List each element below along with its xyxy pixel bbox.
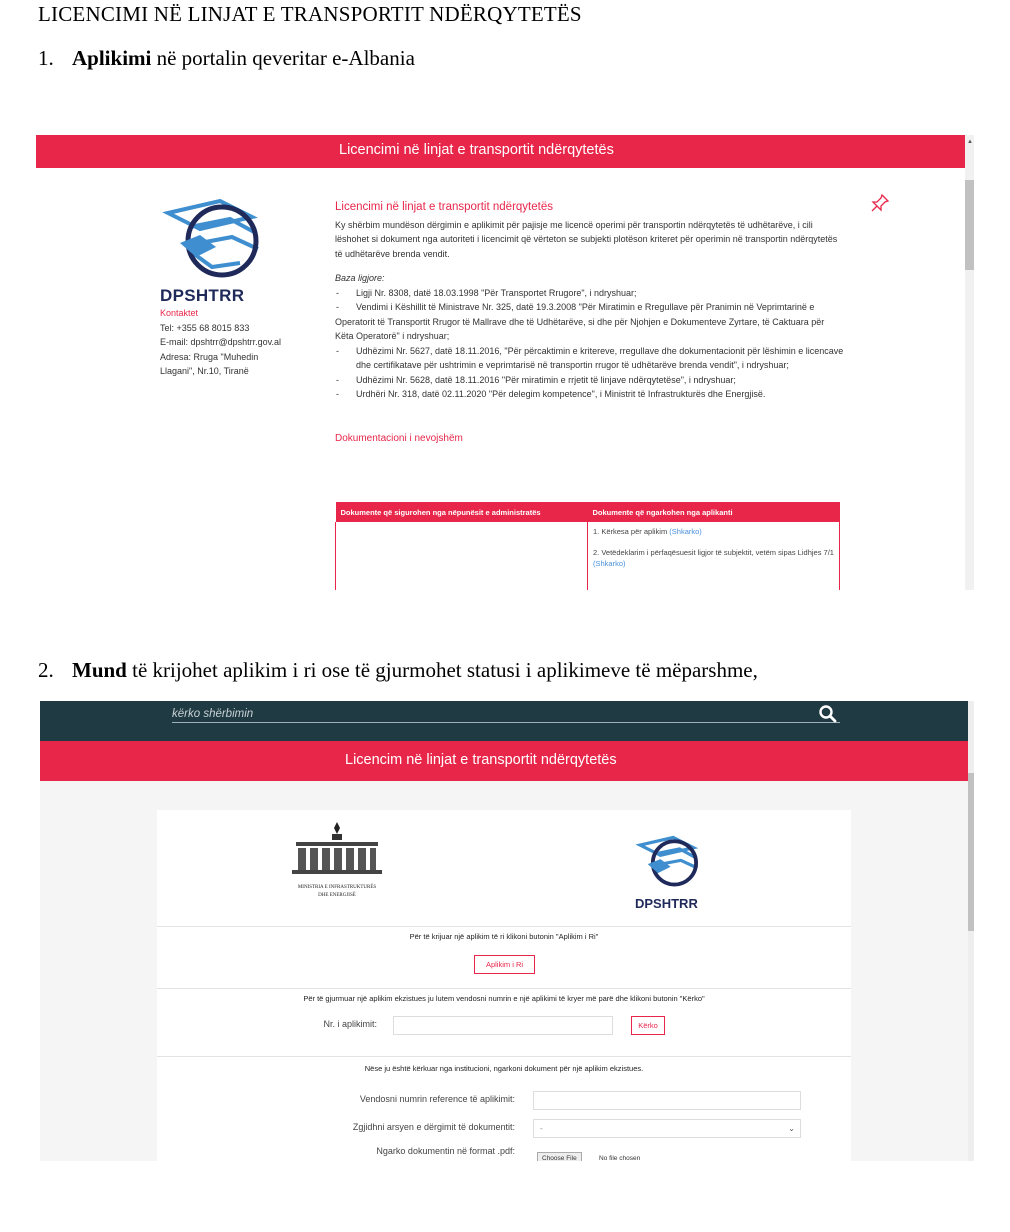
top-search-bar [40, 701, 968, 741]
service-banner [36, 135, 965, 168]
dpshtrr-logo [160, 193, 270, 283]
table-header-admin: Dokumente që sigurohen nga nëpunësit e administratës [336, 502, 588, 522]
legal-item: - Vendimi i Këshillit të Ministrave Nr. 325, datë 19.3.2008 "Për Miratimin e Rregullave për Pranimin në Veprimtarinë e Operatorit të Transportit Rrugor të Mallrave dhe të Udhëtarëve, si dhe për Njohjen e Dokumenteve Zyrtare, të Caktuara për Këta Operatorë" i ndryshuar; [335, 300, 845, 344]
contact-address-1: Adresa: Rruga "Muhedin [160, 351, 259, 362]
send-reason-selected: - [540, 1124, 543, 1133]
table-header-applicant: Dokumente që ngarkohen nga aplikanti [588, 502, 840, 522]
step-1-text: në portalin qeveritar e-Albania [151, 46, 415, 70]
ministry-name-line-2: DHE ENERGJISË [318, 893, 356, 898]
portal-screenshot-1 [36, 135, 974, 590]
divider [157, 988, 851, 989]
contact-address-2: Llagani", Nr.10, Tiranë [160, 366, 249, 376]
scrollbar[interactable] [968, 701, 974, 1161]
step-2-bold: Mund [72, 658, 127, 682]
upload-info: Nëse ju është kërkuar nga institucioni, ngarkoni dokument për një aplikim ekzistues. [364, 1064, 644, 1073]
legal-item: - Ligji Nr. 8308, datë 18.03.1998 "Për Transportet Rrugore", i ndryshuar; [335, 286, 845, 301]
search-icon[interactable] [818, 704, 838, 724]
step-2-text: të krijohet aplikim i ri ose të gjurmohet statusi i aplikimeve të mëparshme, [126, 658, 758, 682]
search-application-button[interactable]: Kërko [631, 1016, 665, 1035]
doc-item-text: 1. Kërkesa për aplikim [593, 527, 670, 536]
service-banner-title: Licencim në linjat e transportit ndërqytetës [345, 752, 617, 768]
list-item [593, 526, 834, 537]
contact-email: E-mail: dpshtrr@dpshtrr.gov.al [160, 337, 282, 347]
chevron-down-icon: ⌄ [788, 1124, 795, 1133]
brand-name: DPSHTRR [160, 286, 245, 305]
download-link[interactable]: (Shkarko) [669, 527, 702, 536]
search-input[interactable] [172, 705, 840, 723]
step-1 [38, 46, 415, 71]
step-2 [38, 658, 758, 683]
application-number-input[interactable] [393, 1016, 613, 1035]
portal-screenshot-2 [40, 701, 974, 1161]
content-title: Licencimi në linjat e transportit ndërqytetës [335, 201, 553, 213]
service-content [335, 200, 845, 446]
track-application-info: Për të gjurmuar një aplikim ekzistues ju lutem vendosni numrin e një aplikimi të kryer më parë dhe klikoni butonin "Kërko" [303, 994, 705, 1003]
legal-item: - Udhëzimi Nr. 5628, datë 18.11.2016 "Për miratimin e rrjetit të linjave ndërqytetëse", i ndryshuar; [335, 373, 845, 388]
legal-item: - Urdhëri Nr. 318, datë 02.11.2020 "Për delegim kompetence", i Ministrit të Infrastrukturës dhe Energjisë. [335, 387, 845, 402]
new-application-button[interactable]: Aplikim i Ri [474, 955, 535, 974]
file-status: No file chosen [599, 1155, 641, 1161]
required-docs-title: Dokumentacioni i nevojshëm [335, 432, 463, 444]
table-cell-admin [336, 522, 588, 590]
application-number-label: Nr. i aplikimit: [323, 1019, 377, 1029]
ministry-name-line-1: MINISTRIA E INFRASTRUKTURËS [297, 885, 377, 890]
new-application-info: Për të krijuar një aplikim të ri klikoni butonin "Aplikim i Ri" [409, 932, 599, 941]
brand-name: DPSHTRR [635, 896, 698, 911]
document-title: LICENCIMI NË LINJAT E TRANSPORTIT NDËRQYTETËS [38, 2, 582, 26]
ministry-logo [282, 820, 392, 905]
application-card [157, 810, 851, 1161]
send-reason-select[interactable] [533, 1119, 801, 1138]
table-cell-applicant [588, 522, 840, 590]
table-row [336, 522, 840, 590]
reference-number-input[interactable] [533, 1091, 801, 1110]
scroll-up-icon[interactable]: ▲ [967, 139, 973, 145]
documents-table [335, 502, 840, 590]
contact-block [160, 306, 281, 379]
step-1-bold: Aplikimi [72, 46, 152, 70]
scrollbar-thumb[interactable] [968, 773, 974, 931]
doc-item-text: 2. Vetëdeklarim i përfaqësuesit ligjor të subjektit, vetëm sipas Lidhjes 7/1 [593, 548, 834, 557]
send-reason-label: Zgjidhni arsyen e dërgimit të dokumentit: [352, 1122, 515, 1132]
service-banner [40, 741, 968, 781]
reference-number-label: Vendosni numrin reference të aplikimit: [359, 1094, 515, 1104]
pin-icon[interactable] [870, 193, 890, 213]
upload-document-label: Ngarko dokumentin në format .pdf: [376, 1146, 515, 1156]
step-1-number: 1. [38, 46, 54, 70]
choose-file-button[interactable]: Choose File [537, 1152, 582, 1161]
content-description: Ky shërbim mundëson dërgimin e aplikimit për pajisje me licencë operimi për transportin ndërqytetës të udhëtarëve, i cili lëshohet si dokument nga autoriteti i licencimit që vërteton se subjekti plotëson kriteret për operimin në transportin ndërqytetës të udhëtarëve brenda vendit. [335, 219, 838, 259]
legal-item: - Udhëzimi Nr. 5627, datë 18.11.2016, "Për përcaktimin e kritereve, rregullave dhe dokumentacionit për lëshimin e licencave dhe certifikatave për ushtrimin e veprimtarisë në transportin rrugor të udhëtarëve brenda vendit", i ndryshuar; [335, 344, 845, 373]
contact-tel: Tel: +355 68 8015 833 [160, 322, 250, 333]
divider [157, 926, 851, 927]
service-banner-title: Licencimi në linjat e transportit ndërqytetës [339, 142, 614, 158]
step-2-number: 2. [38, 658, 54, 682]
list-item [593, 547, 834, 569]
download-link[interactable]: (Shkarko) [593, 559, 626, 568]
scrollbar-thumb[interactable] [965, 180, 974, 270]
dpshtrr-logo [635, 830, 705, 892]
legal-basis-label: Baza ligjore: [335, 273, 385, 283]
divider [157, 1056, 851, 1057]
contact-title: Kontaktet [160, 308, 199, 318]
